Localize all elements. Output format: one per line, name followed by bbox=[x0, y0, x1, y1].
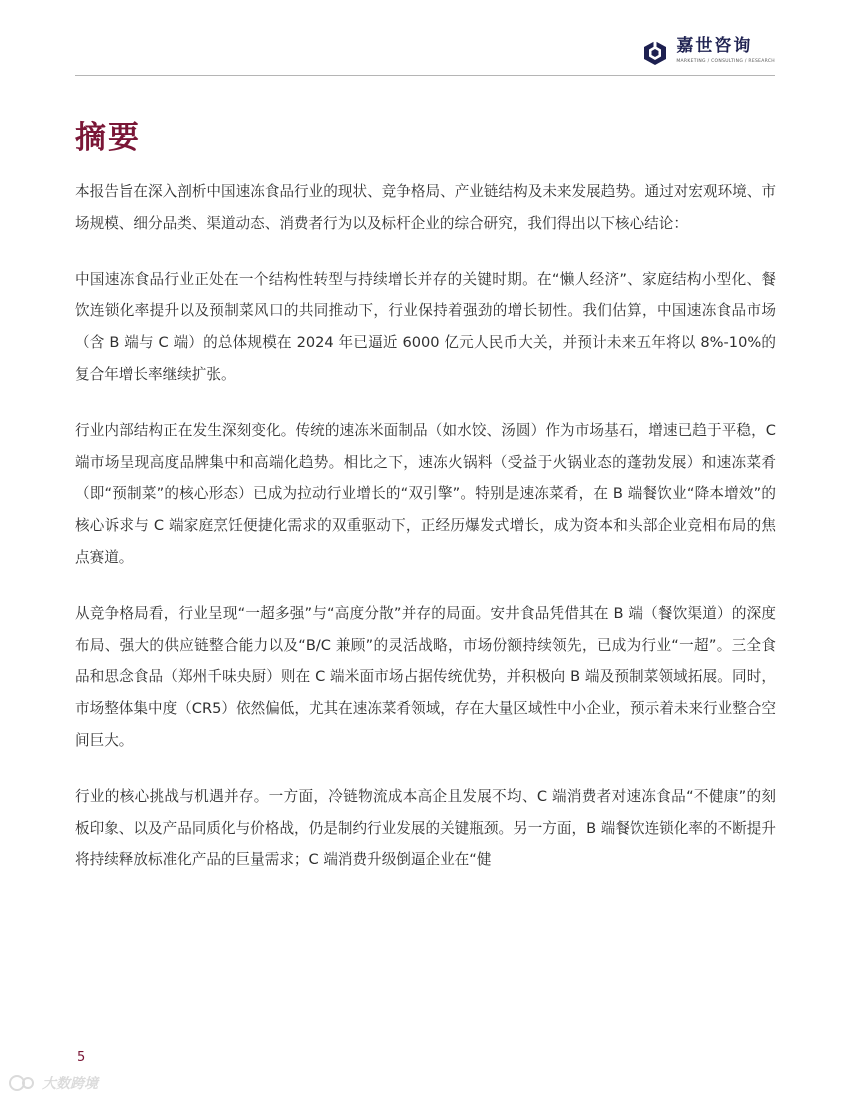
watermark-text: 大数跨境 bbox=[42, 1076, 98, 1092]
summary-body bbox=[75, 176, 776, 900]
header-divider bbox=[75, 75, 775, 76]
watermark-logo-icon bbox=[8, 1073, 38, 1093]
paragraph-market-size: 中国速冻食品行业正处在一个结构性转型与持续增长并存的关键时期。在“懒人经济”、家庭结构小型化、餐饮连锁化率提升以及预制菜风口的共同推动下，行业保持着强劲的增长韧性。我们估算，中国速冻食品市场（含 B 端与 C 端）的总体规模在 2024 年已逼近 6000 亿元人民币大关，并预计未来五年将以 8%-10%的复合年增长率继续扩张。 bbox=[75, 270, 776, 383]
brand-logo bbox=[642, 36, 775, 66]
paragraph-structure: 行业内部结构正在发生深刻变化。传统的速冻米面制品（如水饺、汤圆）作为市场基石，增速已趋于平稳，C 端市场呈现高度品牌集中和高端化趋势。相比之下，速冻火锅料（受益于火锅业态的蓬勃发展）和速冻菜肴（即“预制菜”的核心形态）已成为拉动行业增长的“双引擎”。特别是速冻菜肴，在 B 端餐饮业“降本增效”的核心诉求与 C 端家庭烹饪便捷化需求的双重驱动下，正经历爆发式增长，成为资本和头部企业竞相布局的焦点赛道。 bbox=[75, 421, 776, 566]
watermark bbox=[8, 1073, 98, 1093]
paragraph-competition: 从竞争格局看，行业呈现“一超多强”与“高度分散”并存的局面。安井食品凭借其在 B 端（餐饮渠道）的深度布局、强大的供应链整合能力以及“B/C 兼顾”的灵活战略，市场份额持续领先，已成为行业“一超”。三全食品和思念食品（郑州千味央厨）则在 C 端米面市场占据传统优势，并积极向 B 端及预制菜领域拓展。同时，市场整体集中度（CR5）依然偏低，尤其在速冻菜肴领域，存在大量区域性中小企业，预示着未来行业整合空间巨大。 bbox=[75, 604, 776, 749]
page-title: 摘要 bbox=[75, 120, 141, 156]
paragraph-intro: 本报告旨在深入剖析中国速冻食品行业的现状、竞争格局、产业链结构及未来发展趋势。通过对宏观环境、市场规模、细分品类、渠道动态、消费者行为以及标杆企业的综合研究，我们得出以下核心结论： bbox=[75, 183, 776, 232]
page-number: 5 bbox=[77, 1050, 86, 1065]
paragraph-challenges: 行业的核心挑战与机遇并存。一方面，冷链物流成本高企且发展不均、C 端消费者对速冻食品“不健康”的刻板印象、以及产品同质化与价格战，仍是制约行业发展的关键瓶颈。另一方面，B 端餐饮连锁化率的不断提升将持续释放标准化产品的巨量需求；C 端消费升级倒逼企业在“健 bbox=[75, 787, 776, 869]
brand-name: 嘉世咨询 bbox=[676, 36, 753, 56]
brand-tagline: MARKETING / CONSULTING / RESEARCH bbox=[676, 59, 775, 64]
brand-logo-icon bbox=[642, 40, 668, 66]
page-header bbox=[0, 0, 850, 78]
